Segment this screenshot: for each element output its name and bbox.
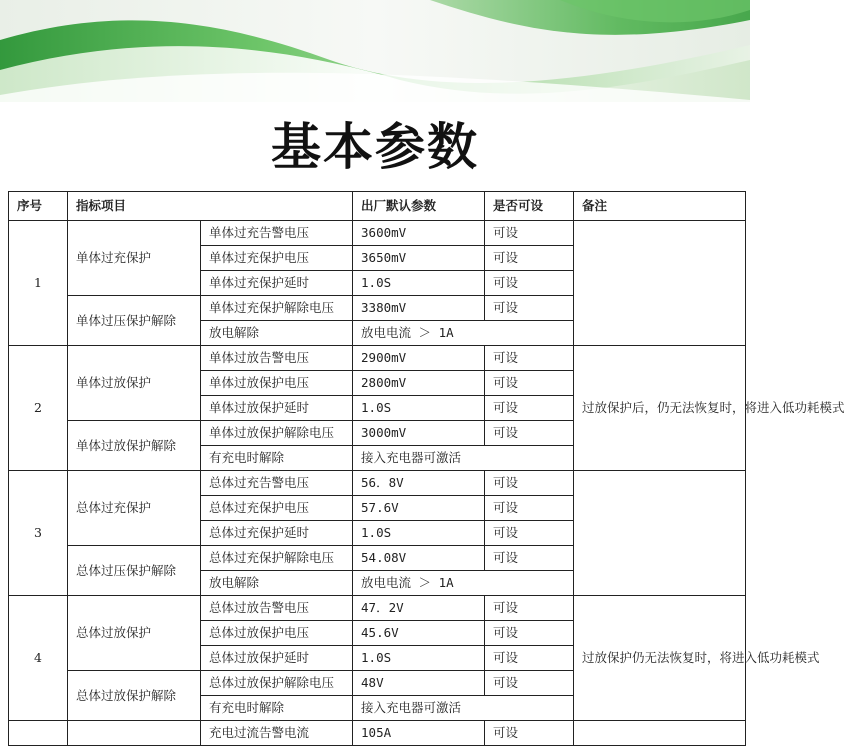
- indicator-item: 单体过充保护解除电压: [201, 296, 353, 321]
- default-value: 54.08V: [353, 546, 485, 571]
- settable-flag: 可设: [485, 496, 574, 521]
- row-seq-number: 1: [9, 221, 68, 346]
- section-name: 单体过压保护解除: [68, 296, 201, 346]
- indicator-item: 充电过流告警电流: [201, 721, 353, 746]
- default-value: 接入充电器可激活: [353, 446, 574, 471]
- default-value: 3000mV: [353, 421, 485, 446]
- indicator-item: 放电解除: [201, 571, 353, 596]
- default-value: 56．8V: [353, 471, 485, 496]
- default-value: 2800mV: [353, 371, 485, 396]
- row-seq-number: [9, 721, 68, 746]
- indicator-item: 放电解除: [201, 321, 353, 346]
- section-name: 单体过充保护: [68, 221, 201, 296]
- table-body: [9, 221, 845, 746]
- indicator-item: 总体过放保护延时: [201, 646, 353, 671]
- settable-flag: 可设: [485, 221, 574, 246]
- settable-flag: 可设: [485, 371, 574, 396]
- settable-flag: 可设: [485, 471, 574, 496]
- header-default-value: 出厂默认参数: [353, 192, 485, 221]
- settable-flag: 可设: [485, 346, 574, 371]
- table-row: [9, 721, 746, 746]
- section-name: 总体过放保护解除: [68, 671, 201, 721]
- default-value: 1.0S: [353, 396, 485, 421]
- settable-flag: 可设: [485, 646, 574, 671]
- default-value: 105A: [353, 721, 485, 746]
- default-value: 3380mV: [353, 296, 485, 321]
- indicator-item: 有充电时解除: [201, 446, 353, 471]
- indicator-item: 单体过充保护延时: [201, 271, 353, 296]
- settable-flag: 可设: [485, 671, 574, 696]
- header-indicator: 指标项目: [68, 192, 353, 221]
- header-settable: 是否可设: [485, 192, 574, 221]
- default-value: 3650mV: [353, 246, 485, 271]
- default-value: 1.0S: [353, 646, 485, 671]
- table-row: [9, 221, 746, 246]
- indicator-item: 有充电时解除: [201, 696, 353, 721]
- remark-cell: [574, 221, 746, 346]
- default-value: 放电电流 ＞ 1A: [353, 571, 574, 596]
- parameters-table: [8, 191, 845, 746]
- indicator-item: 总体过充保护解除电压: [201, 546, 353, 571]
- settable-flag: 可设: [485, 246, 574, 271]
- default-value: 放电电流 ＞ 1A: [353, 321, 574, 346]
- table-row: [9, 346, 746, 371]
- indicator-item: 单体过充告警电压: [201, 221, 353, 246]
- table-row: [9, 596, 746, 621]
- page-title: 基本参数: [271, 118, 479, 176]
- settable-flag: 可设: [485, 296, 574, 321]
- indicator-item: 总体过放保护电压: [201, 621, 353, 646]
- section-name: 总体过放保护: [68, 596, 201, 671]
- default-value: 1.0S: [353, 271, 485, 296]
- indicator-item: 总体过放告警电压: [201, 596, 353, 621]
- table-header-row: [9, 192, 746, 221]
- indicator-item: 单体过放保护解除电压: [201, 421, 353, 446]
- default-value: 3600mV: [353, 221, 485, 246]
- row-seq-number: 3: [9, 471, 68, 596]
- indicator-item: 总体过充保护延时: [201, 521, 353, 546]
- section-name: 总体过充保护: [68, 471, 201, 546]
- row-seq-number: 2: [9, 346, 68, 471]
- header-seq: 序号: [9, 192, 68, 221]
- default-value: 2900mV: [353, 346, 485, 371]
- settable-flag: 可设: [485, 421, 574, 446]
- row-seq-number: 4: [9, 596, 68, 721]
- default-value: 45.6V: [353, 621, 485, 646]
- table-row: [9, 471, 746, 496]
- default-value: 57.6V: [353, 496, 485, 521]
- indicator-item: 单体过放告警电压: [201, 346, 353, 371]
- indicator-item: 单体过充保护电压: [201, 246, 353, 271]
- settable-flag: 可设: [485, 546, 574, 571]
- section-name: [68, 721, 201, 746]
- default-value: 接入充电器可激活: [353, 696, 574, 721]
- settable-flag: 可设: [485, 396, 574, 421]
- settable-flag: 可设: [485, 271, 574, 296]
- green-wave-graphic: [0, 0, 750, 102]
- section-name: 单体过放保护: [68, 346, 201, 421]
- header-remark: 备注: [574, 192, 746, 221]
- indicator-item: 总体过放保护解除电压: [201, 671, 353, 696]
- settable-flag: 可设: [485, 621, 574, 646]
- settable-flag: 可设: [485, 521, 574, 546]
- indicator-item: 总体过充告警电压: [201, 471, 353, 496]
- default-value: 47．2V: [353, 596, 485, 621]
- indicator-item: 单体过放保护延时: [201, 396, 353, 421]
- indicator-item: 总体过充保护电压: [201, 496, 353, 521]
- section-name: 总体过压保护解除: [68, 546, 201, 596]
- default-value: 48V: [353, 671, 485, 696]
- indicator-item: 单体过放保护电压: [201, 371, 353, 396]
- section-name: 单体过放保护解除: [68, 421, 201, 471]
- remark-cell: [574, 721, 746, 746]
- settable-flag: 可设: [485, 721, 574, 746]
- remark-cell: 过放保护仍无法恢复时，将进入低功耗模式: [574, 596, 746, 721]
- header-banner: [0, 0, 750, 102]
- remark-cell: [574, 471, 746, 596]
- default-value: 1.0S: [353, 521, 485, 546]
- remark-cell: 过放保护后，仍无法恢复时，将进入低功耗模式: [574, 346, 746, 471]
- settable-flag: 可设: [485, 596, 574, 621]
